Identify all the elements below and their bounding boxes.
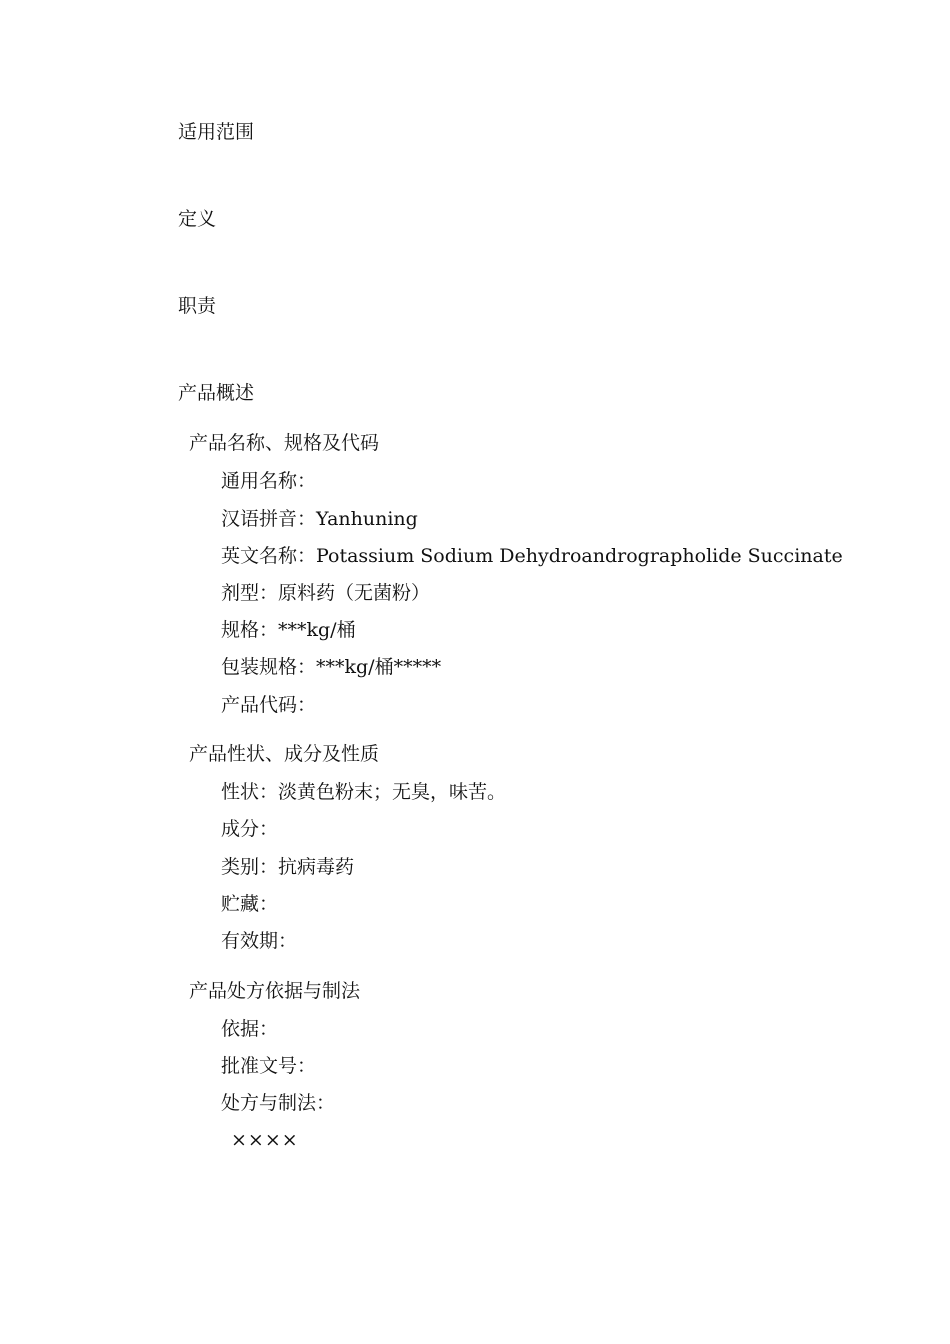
subheading-properties: 产品性状、成分及性质 [189,743,380,765]
field-english-name: 英文名称：Potassium Sodium Dehydroandrographolide Succinate [221,545,843,567]
field-composition: 成分： [221,818,279,840]
field-method: 处方与制法： [221,1092,336,1114]
section-heading-responsibility: 职责 [178,295,217,317]
field-dosage-form: 剂型：原料药（无菌粉） [221,582,431,604]
section-heading-overview: 产品概述 [178,382,255,404]
field-storage: 贮藏： [221,893,279,915]
formula-placeholder: ×××× [231,1129,299,1151]
section-heading-definition: 定义 [178,208,217,230]
subheading-prescription: 产品处方依据与制法 [189,980,361,1002]
field-category: 类别：抗病毒药 [221,856,355,878]
field-approval-number: 批准文号： [221,1055,317,1077]
field-basis: 依据： [221,1018,279,1040]
section-heading-scope: 适用范围 [178,121,255,143]
subheading-name-spec-code: 产品名称、规格及代码 [189,432,380,454]
field-appearance: 性状：淡黄色粉末；无臭，味苦。 [221,781,507,803]
field-product-code: 产品代码： [221,694,317,716]
field-pinyin: 汉语拼音：Yanhuning [221,508,418,530]
field-generic-name: 通用名称： [221,470,317,492]
field-specification: 规格：***kg/桶 [221,619,356,641]
field-shelf-life: 有效期： [221,930,298,952]
field-packaging: 包装规格：***kg/桶***** [221,656,442,678]
